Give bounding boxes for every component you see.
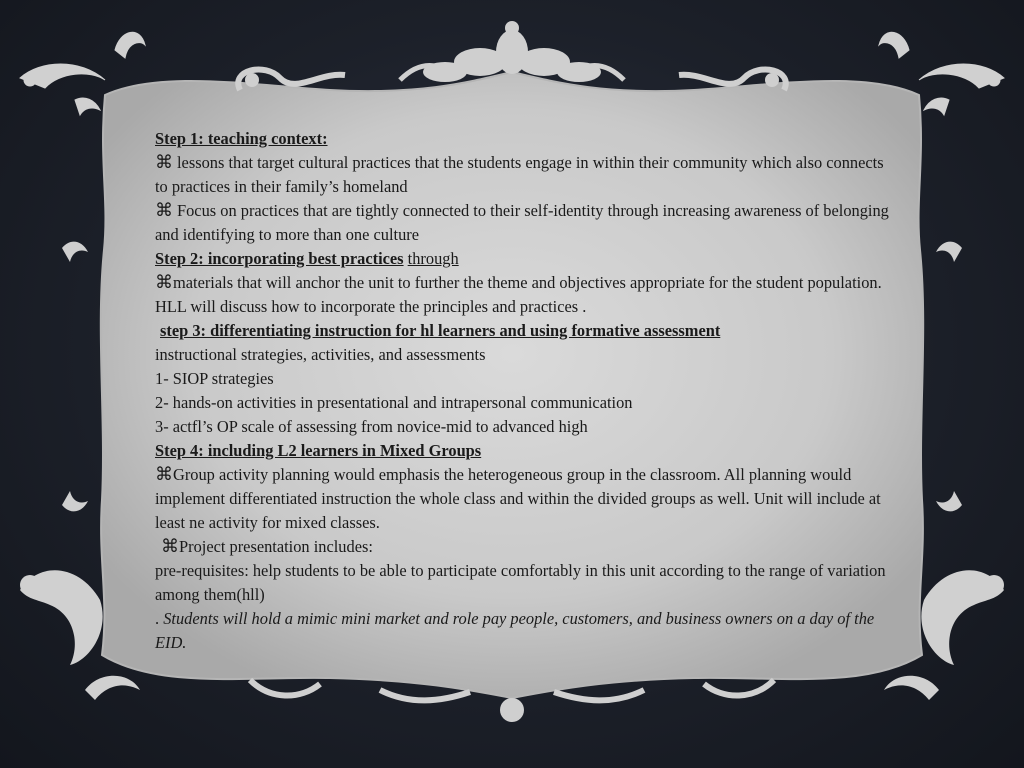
step1-bullet1-line	[155, 151, 890, 199]
step2-bullet1: materials that will anchor the unit to further the theme and objectives appropriate for the student population. HLL will discuss how to incorporate the principles and practices .	[155, 273, 882, 316]
step3-line1: instructional strategies, activities, and assessments	[155, 345, 486, 364]
command-bullet-icon: ⌘	[155, 272, 173, 293]
step4-prereq-line: pre-requisites: help students to be able to participate comfortably in this unit according to the range of variation among them(hll)	[155, 561, 886, 604]
command-bullet-icon: ⌘	[161, 536, 179, 557]
step3-item2: 2- hands-on activities in presentational and intrapersonal communication	[155, 393, 633, 412]
step4-bullet2: Project presentation includes:	[179, 537, 373, 556]
step1-heading: Step 1: teaching context:	[155, 129, 328, 148]
left-side-ornament-icon	[62, 242, 88, 512]
step2-heading-suffix: through	[407, 249, 459, 268]
step4-italic-prefix: .	[155, 609, 160, 628]
step3-item1: 1- SIOP strategies	[155, 369, 274, 388]
step4-heading-line	[155, 439, 890, 463]
step3-item3: 3- actfl’s OP scale of assessing from novice-mid to advanced high	[155, 417, 588, 436]
step4-bullet1-line	[155, 463, 890, 535]
step1-heading-line	[155, 127, 890, 151]
command-bullet-icon: ⌘	[155, 464, 173, 485]
slide-text-body	[155, 127, 890, 655]
step4-heading: Step 4: including L2 learners in Mixed Groups	[155, 441, 482, 460]
step3-heading-line	[155, 319, 890, 343]
step4-bullet2-line	[155, 535, 890, 559]
step1-bullet2-line	[155, 199, 890, 247]
step2-heading: Step 2: incorporating best practices	[155, 249, 404, 268]
step2-bullet1-line	[155, 271, 890, 319]
command-bullet-icon: ⌘	[155, 152, 173, 173]
step4-bullet1: Group activity planning would emphasis the heterogeneous group in the classroom. All planning would implement differentiated instruction the whole class and within the divided groups as well. Unit will include at least ne activity for mixed classes.	[155, 465, 881, 532]
top-ornament-icon	[400, 21, 624, 82]
step2-heading-line	[155, 247, 890, 271]
step3-heading: step 3: differentiating instruction for hl learners and using formative assessment	[160, 321, 721, 340]
right-side-ornament-icon	[936, 242, 962, 512]
step1-bullet1: lessons that target cultural practices that the students engage in within their community which also connects to practices in their family’s homeland	[155, 153, 884, 196]
step4-italic-line	[155, 607, 890, 655]
step4-italic-text: Students will hold a mimic mini market and role pay people, customers, and business owners on a day of the EID.	[155, 609, 875, 652]
step1-bullet2: Focus on practices that are tightly connected to their self-identity through increasing awareness of belonging and identifying to more than one culture	[155, 201, 889, 244]
command-bullet-icon: ⌘	[155, 200, 173, 221]
